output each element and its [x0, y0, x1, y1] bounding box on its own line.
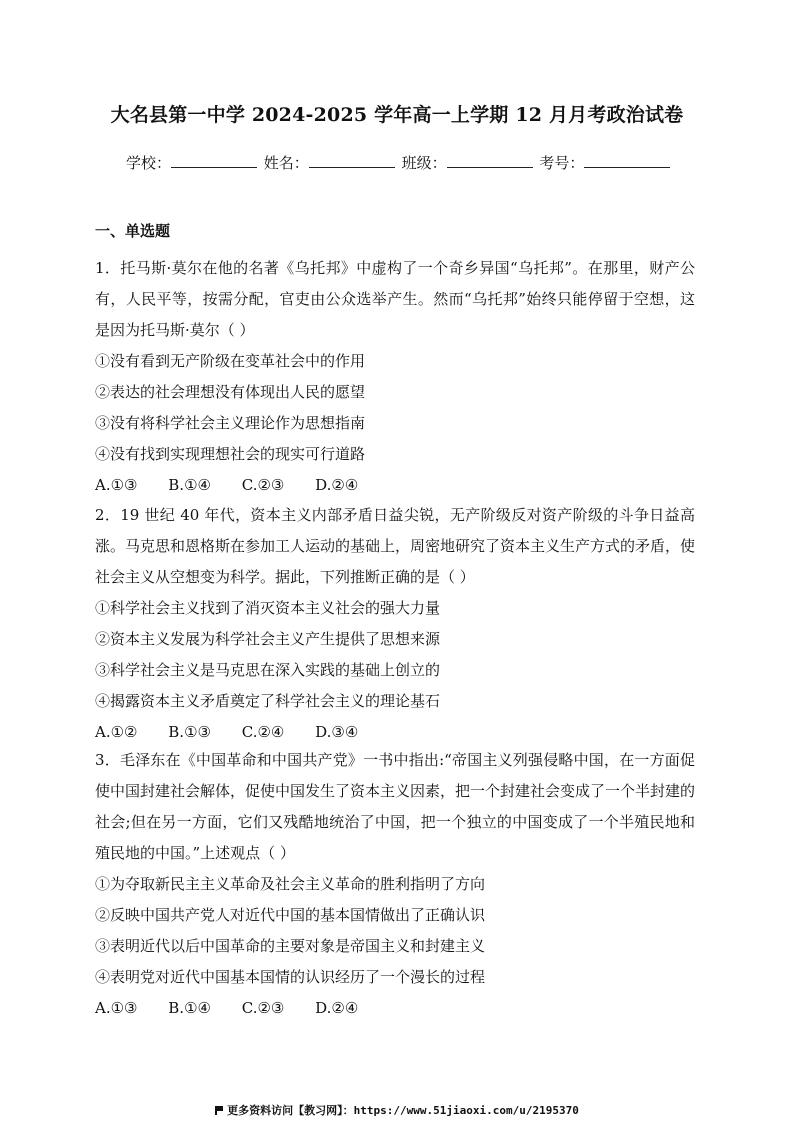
statement-option: ②反映中国共产党人对近代中国的基本国情做出了正确认识 [95, 906, 486, 924]
choice-d[interactable]: D.②④ [315, 476, 359, 494]
choice-a[interactable]: A.①③ [95, 999, 138, 1017]
class-blank[interactable] [447, 153, 533, 168]
choice-b[interactable]: B.①④ [168, 476, 211, 494]
answer-choices [95, 717, 695, 748]
statement-option: ③科学社会主义是马克思在深入实践的基础上创立的 [95, 661, 441, 679]
statement-option: ④揭露资本主义矛盾奠定了科学社会主义的理论基石 [95, 692, 441, 710]
statement-option: ④表明党对近代中国基本国情的认识经历了一个漫长的过程 [95, 968, 486, 986]
choice-c[interactable]: C.②③ [241, 999, 285, 1017]
school-label: 学校： [126, 154, 172, 172]
exam-number-field [539, 152, 672, 173]
footer-text[interactable]: 更多资料访问【教习网】：https://www.51jiaoxi.com/u/2195370 [227, 1104, 579, 1117]
class-field [402, 152, 535, 173]
footer-link[interactable] [0, 1102, 794, 1118]
statement-option: ③表明近代以后中国革命的主要对象是帝国主义和封建主义 [95, 937, 486, 955]
choice-a[interactable]: A.①② [95, 723, 138, 741]
choice-b[interactable]: B.①④ [168, 999, 211, 1017]
choice-c[interactable]: C.②③ [241, 476, 285, 494]
question-stem: 3．毛泽东在《中国革命和中国共产党》一书中指出:“帝国主义列强侵略中国，在一方面促使中国封建社会解体，促使中国发生了资本主义因素，把一个封建社会变成了一个半封建的社会;但在另一方面，它们又残酷地统治了中国，把一个独立的中国变成了一个半殖民地和殖民地的中国。”上述观点（ ） [95, 751, 696, 862]
statement-option: ①为夺取新民主主义革命及社会主义革命的胜利指明了方向 [95, 875, 486, 893]
exam-number-blank[interactable] [584, 153, 670, 168]
statement-option: ①科学社会主义找到了消灭资本主义社会的强大力量 [95, 599, 441, 617]
flag-icon [215, 1106, 223, 1115]
choice-d[interactable]: D.②④ [315, 999, 359, 1017]
answer-choices [95, 993, 695, 1024]
choice-a[interactable]: A.①③ [95, 476, 138, 494]
question-3 [95, 745, 695, 1024]
choice-d[interactable]: D.③④ [315, 723, 359, 741]
name-field [264, 152, 397, 173]
question-2 [95, 500, 695, 748]
name-label: 姓名： [263, 154, 309, 172]
question-1 [95, 253, 695, 501]
exam-title: 大名县第一中学 2024-2025 学年高一上学期 12 月月考政治试卷 [110, 104, 684, 126]
question-stem: 2．19 世纪 40 年代，资本主义内部矛盾日益尖锐，无产阶级反对资产阶级的斗争日益高涨。马克思和恩格斯在参加工人运动的基础上，周密地研究了资本主义生产方式的矛盾，使社会主义从空想变为科学。据此，下列推断正确的是（ ） [95, 506, 696, 586]
section-title: 一、单选题 [95, 222, 171, 240]
question-stem: 1．托马斯·莫尔在他的名著《乌托邦》中虚构了一个奇乡异国“乌托邦”。在那里，财产公有，人民平等，按需分配，官吏由公众选举产生。然而“乌托邦”始终只能停留于空想，这是因为托马斯·莫尔（ ） [95, 259, 695, 339]
class-label: 班级： [401, 154, 447, 172]
statement-option: ②表达的社会理想没有体现出人民的愿望 [95, 383, 366, 401]
statement-option: ④没有找到实现理想社会的现实可行道路 [95, 445, 366, 463]
choice-b[interactable]: B.①③ [168, 723, 211, 741]
student-info-line [126, 152, 672, 173]
school-blank[interactable] [171, 153, 257, 168]
statement-option: ①没有看到无产阶级在变革社会中的作用 [95, 352, 366, 370]
statement-option: ②资本主义发展为科学社会主义产生提供了思想来源 [95, 630, 441, 648]
statement-option: ③没有将科学社会主义理论作为思想指南 [95, 414, 366, 432]
exam-number-label: 考号： [539, 154, 585, 172]
name-blank[interactable] [309, 153, 395, 168]
choice-c[interactable]: C.②④ [241, 723, 285, 741]
answer-choices [95, 470, 695, 501]
school-field [126, 152, 259, 173]
